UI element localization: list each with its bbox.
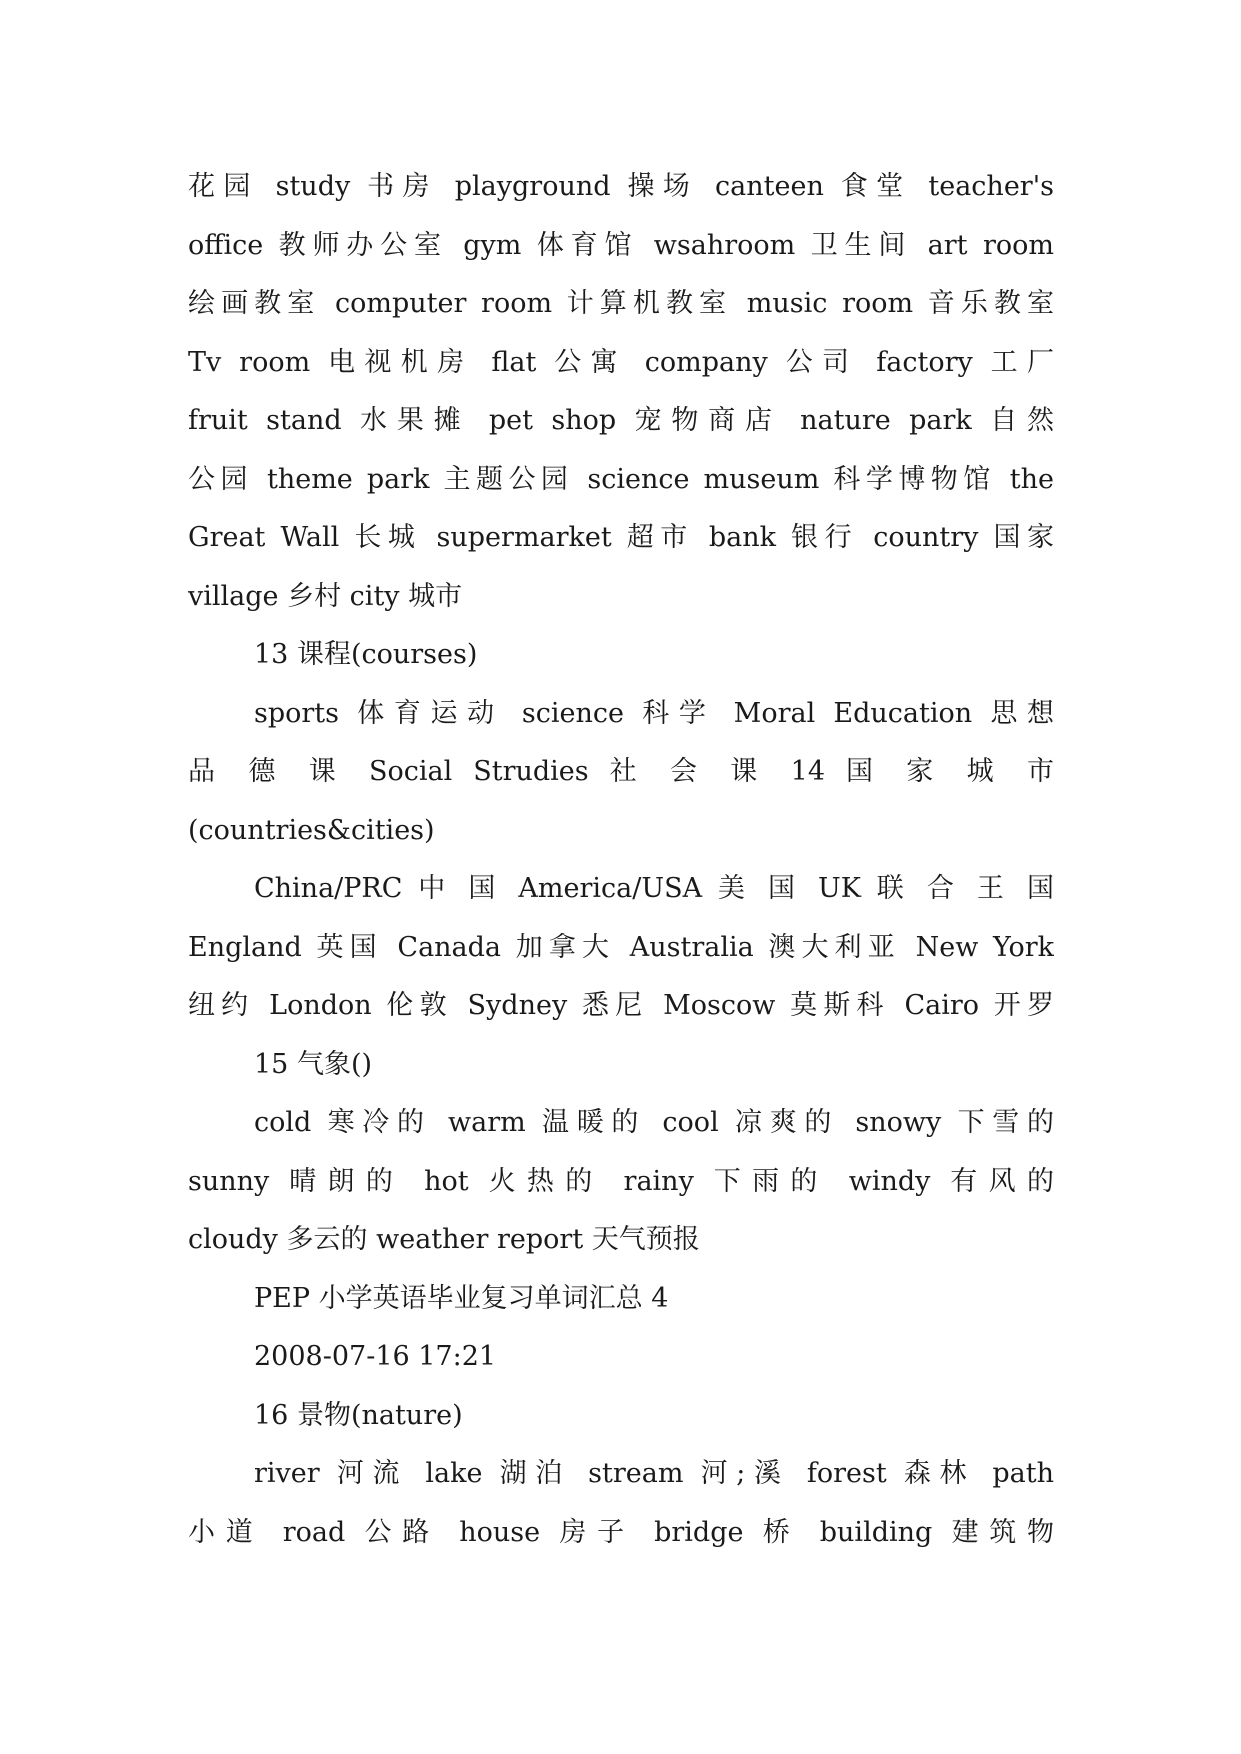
text-line: England 英国 Canada 加拿大 Australia 澳大利亚 New York	[188, 931, 1054, 963]
text-line: Tv room 电视机房 flat 公寓 company 公司 factory 工厂	[188, 346, 1054, 378]
text-line: 小道 road 公路 house 房子 bridge 桥 building 建筑物	[188, 1516, 1054, 1548]
text-line: cloudy 多云的 weather report 天气预报	[188, 1224, 700, 1255]
text-line: cold 寒冷的 warm 温暖的 cool 凉爽的 snowy 下雪的	[254, 1107, 1054, 1138]
text-line: sports 体育运动 science 科学 Moral Education 思想	[254, 697, 1054, 729]
text-line: 品 德 课 Social Strudies 社 会 课 14 国 家 城 市	[188, 756, 1054, 787]
text-line: fruit stand 水果摊 pet shop 宠物商店 nature park 自然	[188, 405, 1054, 436]
document-body	[188, 158, 1054, 1562]
text-line: 花园 study 书房 playground 操场 canteen 食堂 teacher's	[188, 171, 1054, 202]
text-line: China/PRC 中 国 America/USA 美 国 UK 联 合 王 国	[254, 873, 1054, 904]
text-line: (countries&cities)	[188, 814, 435, 846]
text-line: office 教师办公室 gym 体育馆 wsahroom 卫生间 art room	[188, 229, 1054, 261]
document-subtitle: PEP 小学英语毕业复习单词汇总 4	[254, 1282, 669, 1314]
text-line: river 河流 lake 湖泊 stream 河;溪 forest 森林 path	[254, 1458, 1054, 1489]
section-heading-courses: 13 课程(courses)	[254, 639, 478, 670]
text-line: village 乡村 city 城市	[188, 580, 463, 612]
text-line: Great Wall 长城 supermarket 超市 bank 银行 country 国家	[188, 522, 1054, 553]
text-line: 公园 theme park 主题公园 science museum 科学博物馆 the	[188, 463, 1054, 495]
section-heading-nature: 16 景物(nature)	[254, 1399, 463, 1431]
text-line: sunny 晴朗的 hot 火热的 rainy 下雨的 windy 有风的	[188, 1165, 1054, 1197]
text-line: 绘画教室 computer room 计算机教室 music room 音乐教室	[188, 288, 1054, 319]
section-heading-weather: 15 气象()	[254, 1048, 373, 1080]
text-line: 纽约 London 伦敦 Sydney 悉尼 Moscow 莫斯科 Cairo 开罗	[188, 990, 1054, 1021]
document-timestamp: 2008-07-16 17:21	[254, 1341, 497, 1372]
